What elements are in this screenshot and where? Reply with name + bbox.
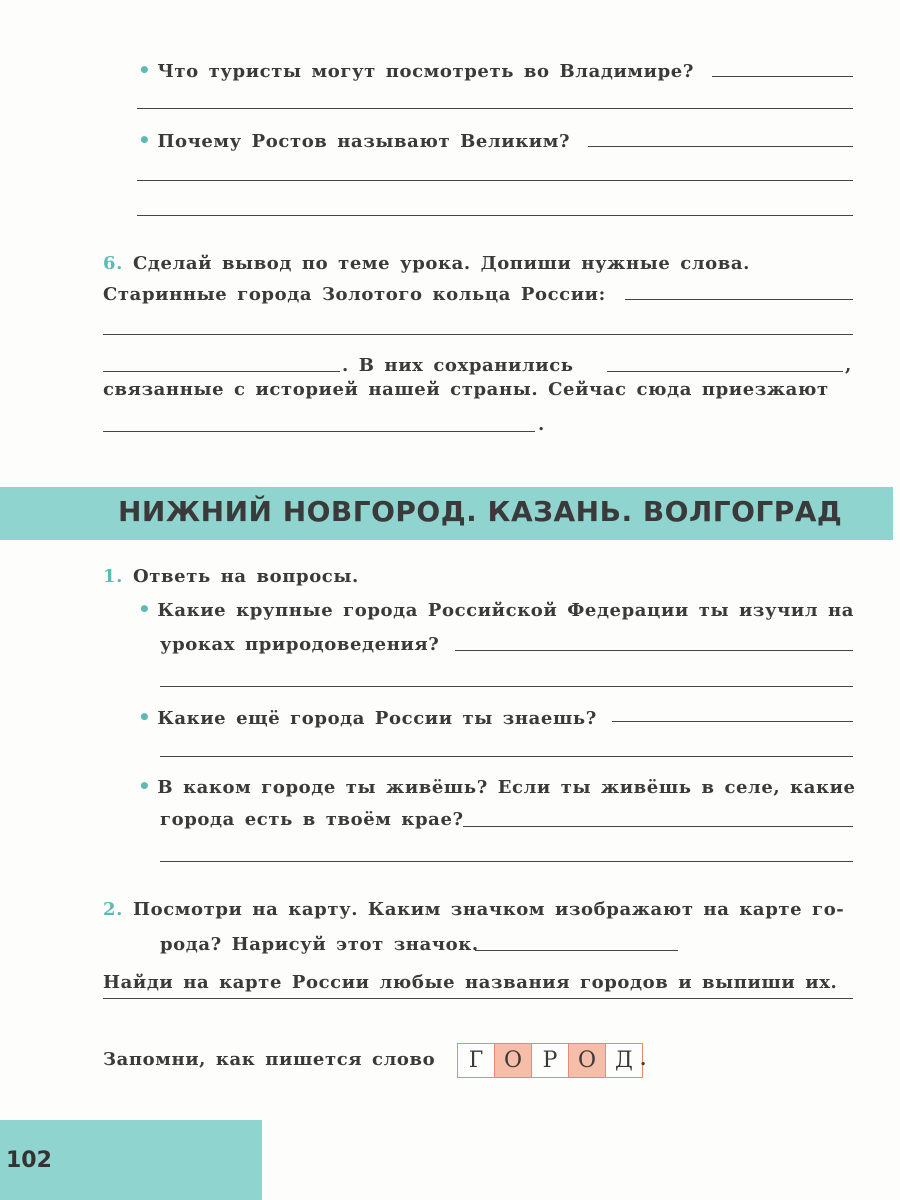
- answer-line[interactable]: [463, 826, 853, 827]
- answer-line[interactable]: [612, 721, 853, 722]
- section-header: [0, 487, 893, 540]
- text: .: [640, 1049, 647, 1070]
- task-number: 1.: [103, 566, 123, 587]
- question: [138, 774, 856, 798]
- answer-line[interactable]: [103, 334, 853, 335]
- text: .: [538, 414, 545, 435]
- answer-line[interactable]: [137, 215, 853, 216]
- bullet-icon: •: [138, 128, 152, 152]
- question: [138, 58, 694, 82]
- text: связанные с историей нашей страны. Сейчас сюда приезжают: [103, 379, 829, 400]
- task-text: Найди на карте России любые названия городов и выпиши их.: [103, 972, 838, 993]
- task-text: Посмотри на карту. Каким значком изображают на карте го-: [133, 899, 845, 920]
- task-2-text: [103, 899, 844, 920]
- question: [138, 705, 597, 729]
- task-text: Ответь на вопросы.: [133, 566, 359, 587]
- answer-line[interactable]: [588, 146, 853, 147]
- question-text: Почему Ростов называют Великим?: [157, 131, 571, 152]
- bullet-icon: •: [138, 597, 152, 621]
- answer-line[interactable]: [712, 76, 853, 77]
- letter-box: Д: [615, 1048, 633, 1073]
- answer-line[interactable]: [475, 950, 678, 951]
- question: [138, 128, 570, 152]
- page-number-block: [0, 1120, 262, 1200]
- answer-line[interactable]: [103, 371, 340, 372]
- letter-box: Г: [458, 1044, 495, 1077]
- question-text: Какие ещё города России ты знаешь?: [157, 708, 597, 729]
- answer-line[interactable]: [160, 756, 853, 757]
- question: [138, 597, 854, 621]
- answer-line[interactable]: [137, 180, 853, 181]
- text: . В них сохранились: [342, 355, 574, 376]
- letter-box: Р: [532, 1044, 569, 1077]
- question-text: города есть в твоём крае?: [160, 809, 464, 830]
- bullet-icon: •: [138, 774, 152, 798]
- task-text: рода? Нарисуй этот значок.: [160, 934, 479, 955]
- answer-line[interactable]: [137, 108, 853, 109]
- answer-line[interactable]: [160, 686, 853, 687]
- bullet-icon: •: [138, 705, 152, 729]
- letter-box-highlighted: О: [495, 1044, 532, 1077]
- task-number: 6.: [103, 253, 123, 274]
- question-text: Какие крупные города Российской Федерации ты изучил на: [157, 600, 855, 621]
- answer-line[interactable]: [160, 861, 853, 862]
- answer-line[interactable]: [103, 998, 853, 999]
- question-text: Что туристы могут посмотреть во Владимире?: [157, 61, 694, 82]
- section-title: НИЖНИЙ НОВГОРОД. КАЗАНЬ. ВОЛГОГРАД: [118, 495, 843, 528]
- bullet-icon: •: [138, 58, 152, 82]
- word-boxes: [457, 1043, 643, 1078]
- task-6-title: [103, 253, 750, 274]
- text: Старинные города Золотого кольца России:: [103, 284, 606, 305]
- answer-line[interactable]: [103, 431, 535, 432]
- task-text: Запомни, как пишется слово: [103, 1049, 436, 1070]
- question-text: В каком городе ты живёшь? Если ты живёшь в селе, какие: [157, 777, 856, 798]
- text: ,: [845, 355, 852, 376]
- page-number: 102: [6, 1148, 52, 1173]
- answer-line[interactable]: [625, 299, 853, 300]
- letter-box-highlighted: О: [569, 1044, 606, 1077]
- task-number: 2.: [103, 899, 123, 920]
- task-text: Сделай вывод по теме урока. Допиши нужные слова.: [133, 253, 750, 274]
- question-text: уроках природоведения?: [160, 634, 440, 655]
- answer-line[interactable]: [607, 371, 843, 372]
- task-1-title: [103, 566, 359, 587]
- answer-line[interactable]: [455, 650, 853, 651]
